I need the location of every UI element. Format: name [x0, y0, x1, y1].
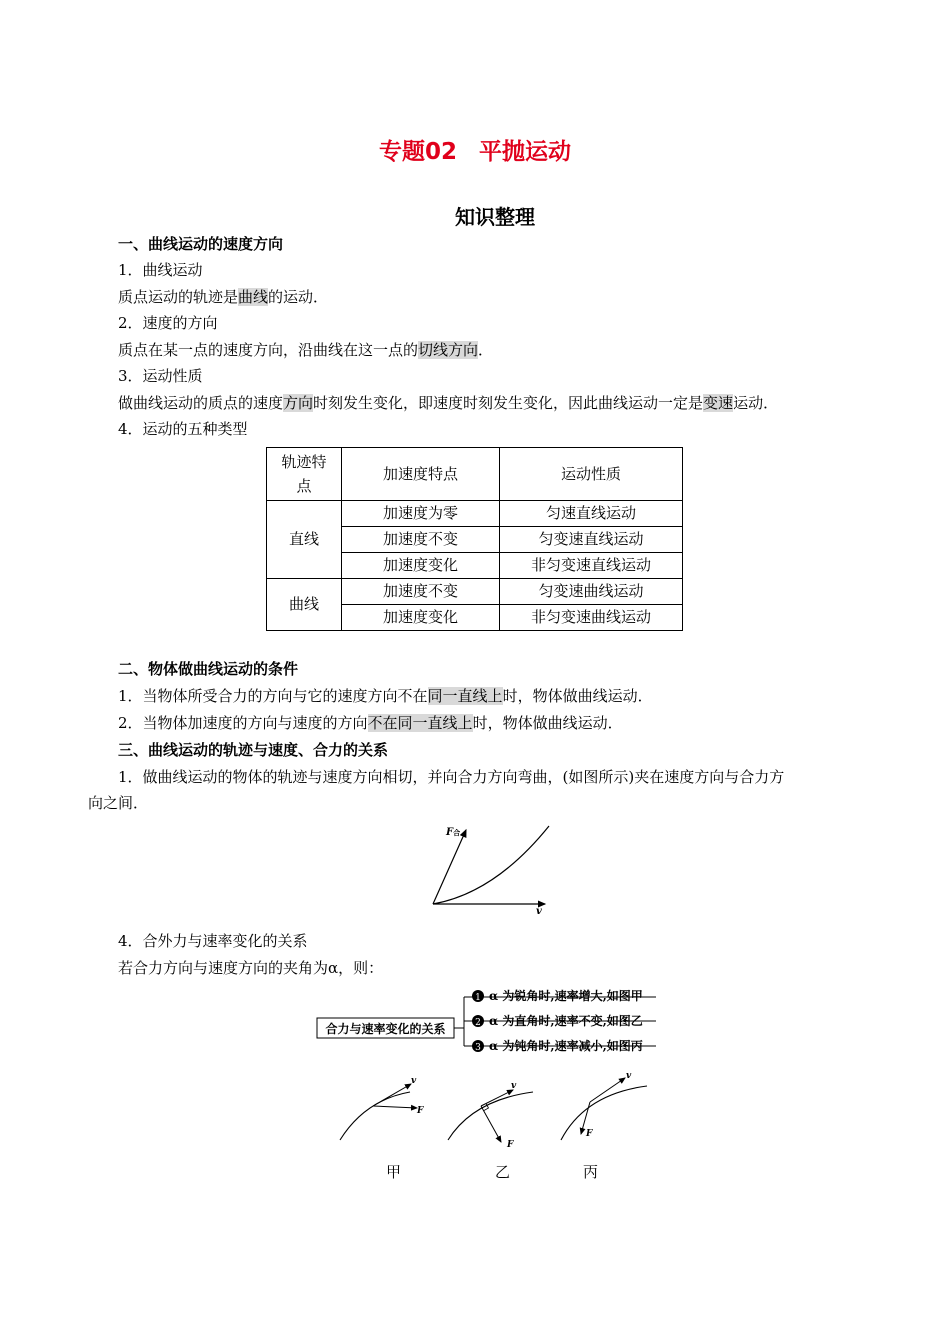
root-label: 合力与速率变化的关系	[325, 1022, 446, 1036]
f-label: F	[417, 1106, 424, 1116]
page-title: 专题02 平抛运动	[378, 139, 571, 165]
section1-heading: 一、曲线运动的速度方向	[118, 235, 284, 253]
v-label: v	[411, 1076, 417, 1086]
f-label: F	[586, 1129, 593, 1139]
section2-item1: 1．当物体所受合力的方向与它的速度方向不在同一直线上时，物体做曲线运动．	[118, 687, 653, 705]
trajectory-curve	[448, 1092, 533, 1140]
svg-text:1: 1	[475, 993, 481, 1003]
curve-yi	[448, 1081, 533, 1148]
section1-item1-text: 质点运动的轨迹是曲线的运动．	[118, 288, 329, 306]
velocity-arrow	[481, 1090, 513, 1106]
table-cell: 加速度变化	[342, 553, 500, 579]
svg-text:2: 2	[475, 1018, 481, 1028]
section2-heading: 二、物体做曲线运动的条件	[118, 660, 299, 678]
section3-paragraph-line2: 向之间．	[88, 794, 149, 812]
trajectory-curve	[561, 1086, 647, 1140]
f-label: F	[507, 1140, 514, 1148]
force-label: F合	[446, 827, 461, 838]
caption-yi: 乙	[495, 1163, 511, 1181]
velocity-label: v	[536, 906, 542, 917]
motion-types-table	[266, 447, 683, 631]
v-label: v	[511, 1081, 517, 1091]
curve-bing	[561, 1071, 647, 1140]
table-cell: 匀变速曲线运动	[500, 579, 683, 605]
table-cell: 匀速直线运动	[500, 501, 683, 527]
caption-jia: 甲	[386, 1163, 402, 1181]
table-cell: 非匀变速直线运动	[500, 553, 683, 579]
section1-item2-label: 2．速度的方向	[118, 314, 218, 332]
table-cell: 加速度变化	[342, 605, 500, 631]
section1-item1-label: 1．曲线运动	[118, 261, 203, 279]
section3-paragraph-line1: 1．做曲线运动的物体的轨迹与速度方向相切，并向合力方向弯曲，(如图所示)夹在速度方向与合力方	[118, 768, 785, 786]
section2-item2: 2．当物体加速度的方向与速度的方向不在同一直线上时，物体做曲线运动．	[118, 714, 623, 732]
section3-heading: 三、曲线运动的轨迹与速度、合力的关系	[118, 741, 389, 759]
section1-item4-label: 4．运动的五种类型	[118, 420, 248, 438]
table-cell: 加速度为零	[342, 501, 500, 527]
caption-bing: 丙	[583, 1163, 599, 1181]
section1-item2-text: 质点在某一点的速度方向，沿曲线在这一点的切线方向．	[118, 341, 494, 359]
svg-text:3: 3	[475, 1043, 481, 1053]
table-cell-track: 曲线	[267, 579, 342, 631]
table-cell: 加速度不变	[342, 579, 500, 605]
table-header: 轨迹特点	[267, 448, 342, 501]
table-cell: 非匀变速曲线运动	[500, 605, 683, 631]
table-cell-track: 直线	[267, 501, 342, 579]
curve-jia	[340, 1076, 424, 1140]
force-arrow	[373, 1106, 417, 1108]
branch-3	[472, 1038, 643, 1053]
table-cell: 匀变速直线运动	[500, 527, 683, 553]
relationship-diagram	[316, 984, 661, 1060]
section3-item4-text: 若合力方向与速度方向的夹角为α，则：	[118, 959, 384, 977]
force-arrow	[481, 1106, 501, 1142]
table-header: 运动性质	[500, 448, 683, 501]
section-title: 知识整理	[455, 205, 535, 229]
curve-diagrams	[335, 1068, 665, 1148]
force-velocity-figure	[420, 818, 560, 918]
branch-1	[472, 988, 643, 1003]
branch-text: α 为钝角时,速率减小,如图丙	[489, 1039, 643, 1053]
v-label: v	[626, 1071, 632, 1081]
trajectory-curve	[340, 1092, 410, 1140]
table-cell: 加速度不变	[342, 527, 500, 553]
branch-2	[472, 1013, 643, 1028]
force-arrow	[433, 830, 466, 904]
velocity-arrow	[373, 1084, 411, 1106]
branch-text: α 为锐角时,速率增大,如图甲	[489, 989, 643, 1003]
velocity-arrow	[590, 1078, 625, 1102]
section1-item3-label: 3．运动性质	[118, 367, 203, 385]
section3-item4-label: 4．合外力与速率变化的关系	[118, 932, 308, 950]
table-header: 加速度特点	[342, 448, 500, 501]
section1-item3-text: 做曲线运动的质点的速度方向时刻发生变化，即速度时刻发生变化，因此曲线运动一定是变速运动．	[118, 394, 779, 412]
branch-text: α 为直角时,速率不变,如图乙	[489, 1014, 643, 1028]
